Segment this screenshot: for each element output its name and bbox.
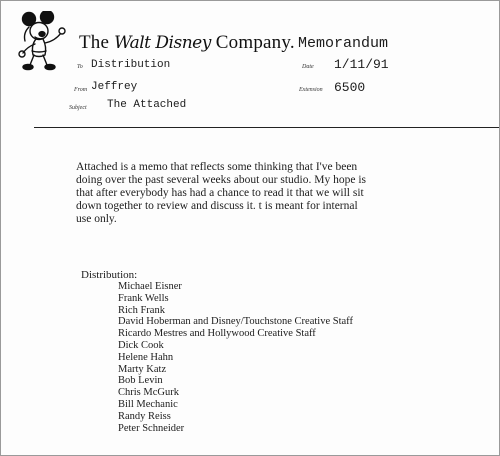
distribution-name: Rich Frank: [118, 304, 165, 316]
distribution-name: Randy Reiss: [118, 410, 171, 422]
distribution-name: Michael Eisner: [118, 281, 182, 292]
body-line: use only.: [76, 213, 117, 225]
company-name: [79, 32, 295, 54]
distribution-name: Marty Katz: [118, 363, 167, 375]
distribution-name: Chris McGurk: [118, 387, 179, 399]
from-label: From: [74, 87, 88, 93]
subject-label: Subject: [69, 105, 87, 111]
from-value: Jeffrey: [91, 81, 138, 93]
distribution-list: [118, 281, 353, 434]
distribution-name: David Hoberman and Disney/Touchstone Creative Staff: [118, 316, 353, 328]
company-suffix: Company.: [215, 32, 295, 53]
subject-value: The Attached: [107, 99, 187, 111]
distribution-heading: Distribution:: [81, 269, 138, 281]
date-label: Date: [302, 64, 314, 70]
body-line: doing over the past several weeks about our studio. My hope is: [76, 174, 366, 186]
date-value: 1/11/91: [334, 57, 389, 72]
mickey-mouse-logo: [17, 11, 71, 73]
distribution-name: Peter Schneider: [118, 422, 185, 434]
distribution-name: Dick Cook: [118, 339, 164, 351]
company-disney-script: Walt Disney: [114, 33, 211, 53]
header-divider: [34, 127, 499, 128]
distribution-name: Frank Wells: [118, 292, 169, 304]
to-value: Distribution: [91, 59, 171, 71]
document-type-title: Memorandum: [298, 35, 389, 52]
company-prefix: The: [79, 32, 110, 53]
distribution-name: Ricardo Mestres and Hollywood Creative Staff: [118, 328, 316, 340]
body-line: down together to review and discuss it. t is meant for internal: [76, 200, 358, 212]
extension-value: 6500: [334, 80, 366, 95]
distribution-name: Bob Levin: [118, 375, 163, 387]
memo-body: [76, 161, 476, 226]
extension-label: Extension: [299, 87, 323, 93]
body-line: Attached is a memo that reflects some thinking that I've been: [76, 161, 358, 173]
distribution-name: Helene Hahn: [118, 351, 174, 363]
to-label: To: [77, 64, 83, 70]
body-line: that after everybody has had a chance to read it that we will sit: [76, 187, 364, 199]
distribution-name: Bill Mechanic: [118, 398, 178, 410]
